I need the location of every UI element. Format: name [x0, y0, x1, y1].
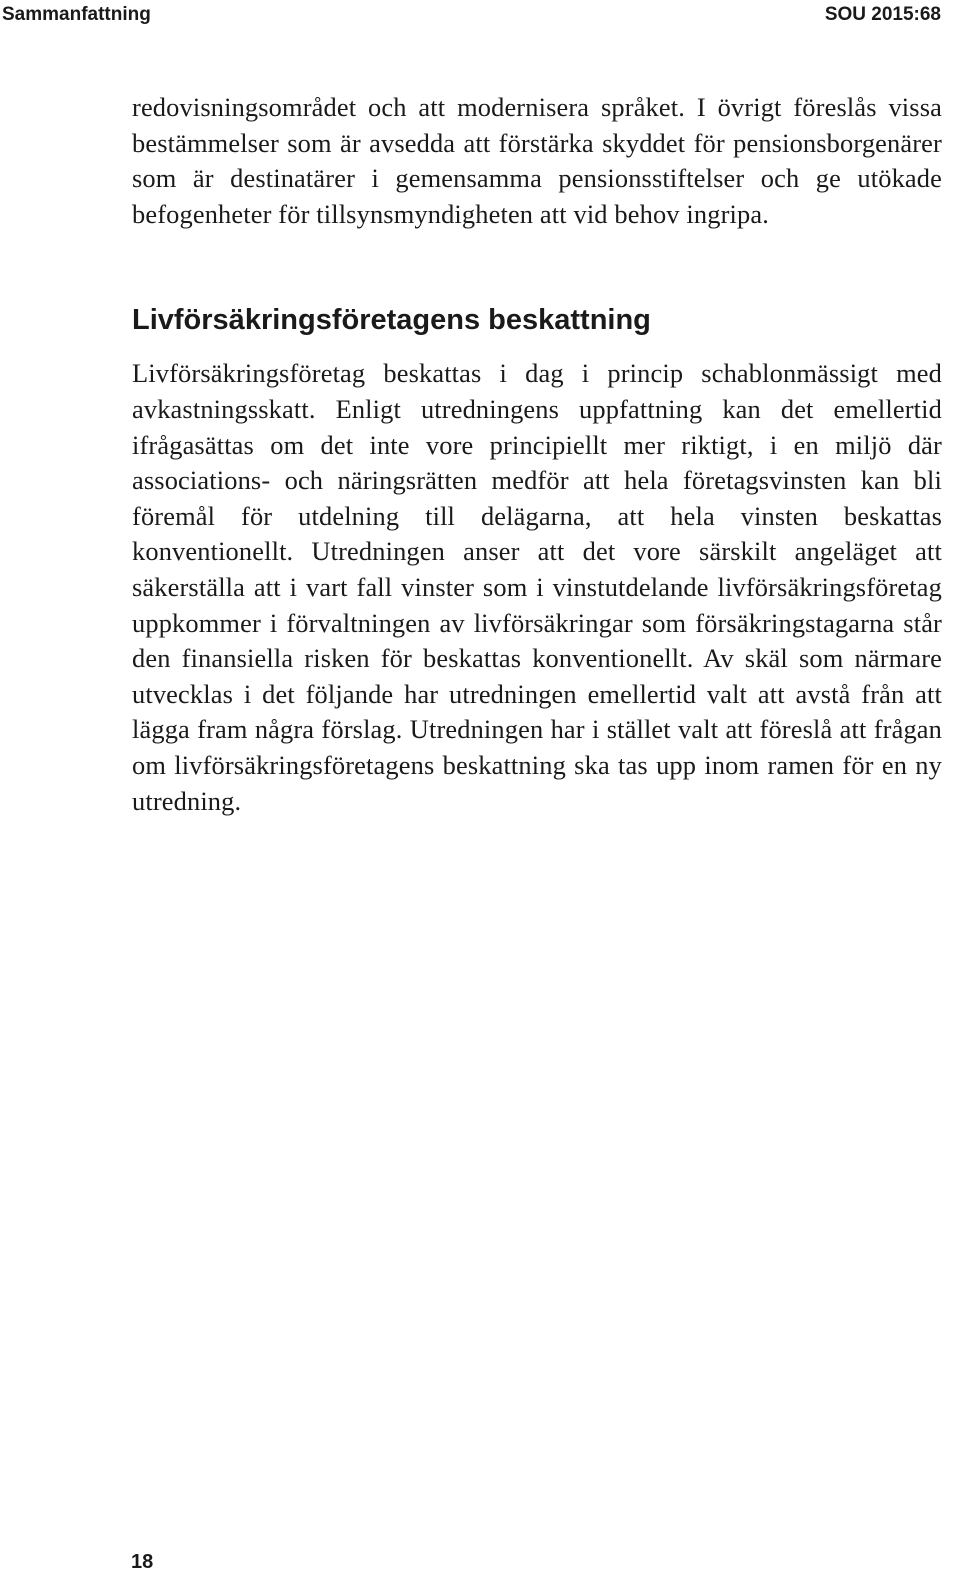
page-number: 18: [131, 1551, 154, 1573]
running-header: [0, 0, 960, 30]
intro-paragraph: redovisningsområdet och att modernisera språket. I övrigt föreslås vissa bestämmelser som är avsedda att förstärka skyddet för pensionsborgenärer som är destinatärer i gemensamma pensionsstiftelser och ge utökade befogenheter för tillsynsmyndigheten att vid behov ingripa.: [132, 92, 942, 229]
running-header-report-id: SOU 2015:68: [824, 4, 941, 25]
running-header-section: Sammanfattning: [2, 4, 151, 25]
section-heading: Livförsäkringsföretagens beskattning: [132, 304, 651, 337]
page-content: [132, 90, 942, 819]
section-paragraph: Livförsäkringsföretag beskattas i dag i princip schablonmässigt med avkastningsskatt. Enligt utredningens uppfattning kan det emellertid ifrågasättas om det inte vore principiellt mer riktigt, i en miljö där associations- och näringsrätten medför att hela företagsvinsten kan bli föremål för utdelning till delägarna, att hela vinsten beskattas konventionellt. Utredningen anser att det vore särskilt angeläget att säkerställa att i vart fall vinster som i vinstutdelande livförsäkringsföretag uppkommer i förvaltningen av livförsäkringar som försäkringstagarna står den finansiella risken för beskattas konventionellt. Av skäl som närmare utvecklas i det följande har utredningen emellertid valt att avstå från att lägga fram några förslag. Utredningen har i stället valt att föreslå att frågan om livförsäkringsföretagens beskattning ska tas upp inom ramen för en ny utredning.: [132, 358, 942, 816]
